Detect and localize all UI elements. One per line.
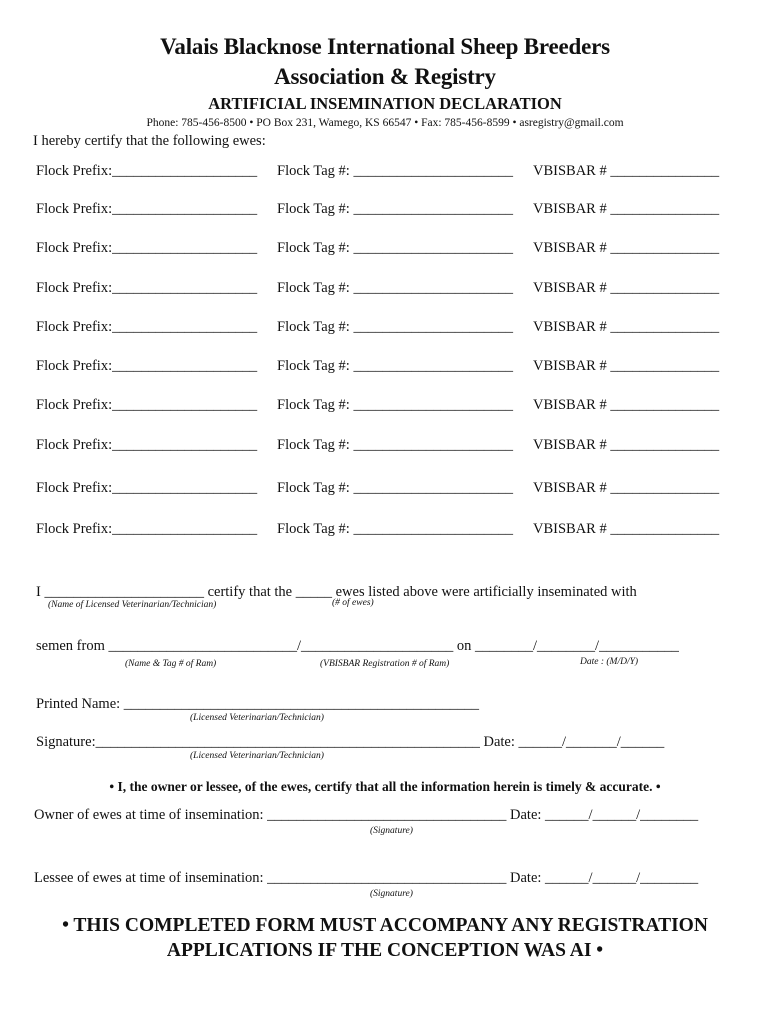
vbisbar-field[interactable]: VBISBAR # _______________: [533, 319, 720, 335]
flock-tag-field[interactable]: Flock Tag #: ______________________: [277, 319, 513, 335]
footer-notice-line-1: • THIS COMPLETED FORM MUST ACCOMPANY ANY REGISTRATION: [62, 915, 708, 936]
flock-tag-field[interactable]: Flock Tag #: ______________________: [277, 358, 513, 374]
flock-tag-field[interactable]: Flock Tag #: ______________________: [277, 397, 513, 413]
flock-tag-field[interactable]: Flock Tag #: ______________________: [277, 480, 513, 496]
flock-tag-field[interactable]: Flock Tag #: ______________________: [277, 163, 513, 179]
vbisbar-field[interactable]: VBISBAR # _______________: [533, 397, 720, 413]
flock-prefix-field[interactable]: Flock Prefix:____________________: [36, 397, 258, 413]
semen-line[interactable]: semen from __________________________/_____________________ on ________/________/___________: [36, 638, 679, 654]
lessee-signature-line[interactable]: Lessee of ewes at time of insemination: _________________________________ Date: ______/______/________: [34, 870, 699, 886]
contact-info: Phone: 785-456-8500 • PO Box 231, Wamego, KS 66547 • Fax: 785-456-8599 • asregistry@gmail.com: [146, 117, 624, 129]
flock-prefix-field[interactable]: Flock Prefix:____________________: [36, 437, 258, 453]
owner-signature-label: (Signature): [370, 826, 413, 836]
flock-tag-field[interactable]: Flock Tag #: ______________________: [277, 280, 513, 296]
flock-tag-field[interactable]: Flock Tag #: ______________________: [277, 521, 513, 537]
flock-prefix-field[interactable]: Flock Prefix:____________________: [36, 319, 258, 335]
flock-prefix-field[interactable]: Flock Prefix:____________________: [36, 201, 258, 217]
printed-name-line[interactable]: Printed Name: _________________________________________________: [36, 696, 480, 712]
flock-tag-field[interactable]: Flock Tag #: ______________________: [277, 437, 513, 453]
flock-prefix-field[interactable]: Flock Prefix:____________________: [36, 521, 258, 537]
printed-name-label: (Licensed Veterinarian/Technician): [190, 713, 324, 723]
vbisbar-field[interactable]: VBISBAR # _______________: [533, 201, 720, 217]
vbisbar-field[interactable]: VBISBAR # _______________: [533, 480, 720, 496]
owner-statement: • I, the owner or lessee, of the ewes, certify that all the information herein is timely & accurate. •: [109, 779, 661, 794]
vbisbar-field[interactable]: VBISBAR # _______________: [533, 163, 720, 179]
lessee-signature-label: (Signature): [370, 889, 413, 899]
certify-line[interactable]: I ______________________ certify that the _____ ewes listed above were artificially inseminated with: [36, 584, 637, 600]
insemination-date-label: Date : (M/D/Y): [580, 657, 639, 667]
owner-signature-line[interactable]: Owner of ewes at time of insemination: _________________________________ Date: ______/______/________: [34, 807, 699, 823]
flock-tag-field[interactable]: Flock Tag #: ______________________: [277, 240, 513, 256]
flock-prefix-field[interactable]: Flock Prefix:____________________: [36, 280, 258, 296]
ram-registration-label: (VBISBAR Registration # of Ram): [320, 659, 450, 669]
flock-prefix-field[interactable]: Flock Prefix:____________________: [36, 480, 258, 496]
ewe-count-label: (# of ewes): [332, 598, 374, 608]
vbisbar-field[interactable]: VBISBAR # _______________: [533, 280, 720, 296]
signature-label: (Licensed Veterinarian/Technician): [190, 751, 324, 761]
vbisbar-field[interactable]: VBISBAR # _______________: [533, 240, 720, 256]
title-line-2: Association & Registry: [274, 64, 496, 89]
form-subtitle: ARTIFICIAL INSEMINATION DECLARATION: [208, 94, 562, 113]
vbisbar-field[interactable]: VBISBAR # _______________: [533, 437, 720, 453]
footer-notice-line-2: APPLICATIONS IF THE CONCEPTION WAS AI •: [166, 940, 604, 961]
signature-line[interactable]: Signature:_____________________________________________________ Date: ______/_______/______: [36, 734, 665, 750]
flock-tag-field[interactable]: Flock Tag #: ______________________: [277, 201, 513, 217]
vbisbar-field[interactable]: VBISBAR # _______________: [533, 521, 720, 537]
flock-prefix-field[interactable]: Flock Prefix:____________________: [36, 358, 258, 374]
vet-name-label: (Name of Licensed Veterinarian/Technician): [48, 600, 217, 610]
intro-text: I hereby certify that the following ewes:: [33, 133, 266, 149]
vbisbar-field[interactable]: VBISBAR # _______________: [533, 358, 720, 374]
flock-prefix-field[interactable]: Flock Prefix:____________________: [36, 163, 258, 179]
title-line-1: Valais Blacknose International Sheep Breeders: [160, 34, 610, 59]
flock-prefix-field[interactable]: Flock Prefix:____________________: [36, 240, 258, 256]
ram-name-label: (Name & Tag # of Ram): [125, 659, 217, 669]
